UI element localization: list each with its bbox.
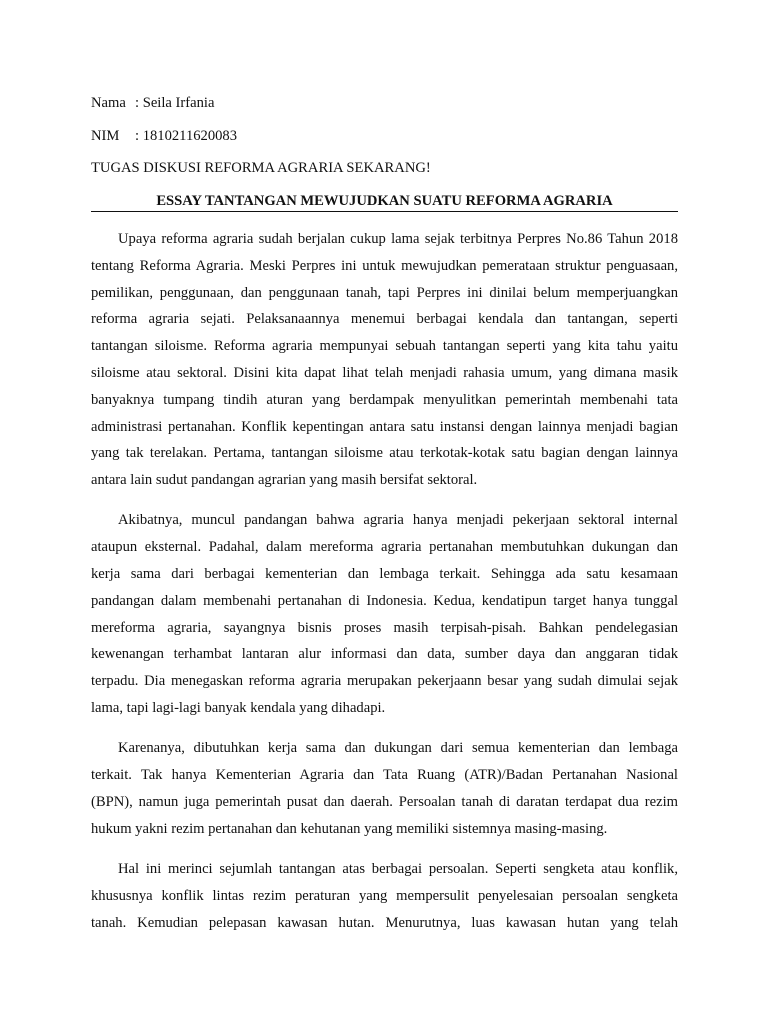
- paragraph-line: pandangan dalam membenahi pertanahan di Indonesia. Kedua, kendatipun target hanya tunggal: [91, 592, 678, 609]
- paragraph-line: pemilikan, penggunaan, dan penggunaan tanah, tapi Perpres ini dinilai belum memperjuangkan: [91, 284, 678, 301]
- paragraph-line: tentang Reforma Agraria. Meski Perpres ini untuk mewujudkan pemerataan struktur penguasaan,: [91, 257, 678, 274]
- paragraph-line: reforma agraria sejati. Pelaksanaannya menemui berbagai kendala dan tantangan, seperti: [91, 311, 678, 328]
- essay-paragraph: [91, 226, 678, 494]
- student-name-line: [91, 94, 214, 112]
- paragraph-line: kerja sama dari berbagai kementerian dan lembaga terkait. Sehingga ada satu kesamaan: [91, 566, 678, 583]
- paragraph-line: kewenangan terhambat lantaran alur informasi dan data, sumber daya dan anggaran tidak: [91, 646, 678, 663]
- essay-paragraph: [91, 735, 678, 842]
- assignment-title: TUGAS DISKUSI REFORMA AGRARIA SEKARANG!: [91, 160, 431, 176]
- paragraph-line: (BPN), namun juga pemerintah pusat dan daerah. Persoalan tanah di daratan terdapat dua rezim: [91, 793, 678, 810]
- essay-body: [91, 226, 678, 950]
- paragraph-line: tantangan siloisme. Reforma agraria mempunyai sebuah tantangan seperti yang kita tahu yaitu: [91, 338, 678, 355]
- paragraph-line: Karenanya, dibutuhkan kerja sama dan dukungan dari semua kementerian dan lembaga: [118, 740, 678, 757]
- paragraph-line: hukum yakni rezim pertanahan dan kehutanan yang memiliki sistemnya masing-masing.: [91, 820, 608, 837]
- essay-paragraph: [91, 856, 678, 936]
- essay-paragraph: [91, 507, 678, 721]
- essay-title: ESSAY TANTANGAN MEWUJUDKAN SUATU REFORMA AGRARIA: [156, 193, 613, 209]
- paragraph-line: terpadu. Dia menegaskan reforma agraria merupakan pekerjaann besar yang sudah dimulai sejak: [91, 673, 678, 690]
- name-label: Nama: [91, 95, 126, 111]
- name-value: : Seila Irfania: [135, 95, 215, 111]
- student-id-line: [91, 127, 237, 145]
- paragraph-line: banyaknya tumpang tindih aturan yang berdampak menyulitkan pemerintah membenahi tata: [91, 391, 678, 408]
- paragraph-line: Hal ini merinci sejumlah tantangan atas berbagai persoalan. Seperti sengketa atau konflik,: [118, 861, 678, 878]
- paragraph-line: siloisme atau sektoral. Disini kita dapat lihat telah menjadi rahasia umum, yang dimana masik: [91, 364, 678, 381]
- paragraph-line: administrasi pertanahan. Konflik kepentingan antara satu instansi dengan lainnya menjadi bagian: [91, 418, 678, 435]
- paragraph-line: terkait. Tak hanya Kementerian Agraria dan Tata Ruang (ATR)/Badan Pertanahan Nasional: [91, 767, 678, 784]
- nim-value: : 1810211620083: [135, 128, 238, 144]
- paragraph-line: ataupun eksternal. Padahal, dalam mereforma agraria pertanahan membutuhkan dukungan dan: [91, 539, 678, 556]
- paragraph-line: khususnya konflik lintas rezim peraturan yang mempersulit penyelesaian persoalan sengketa: [91, 887, 678, 904]
- title-underline: [91, 211, 678, 212]
- paragraph-line: tanah. Kemudian pelepasan kawasan hutan. Menurutnya, luas kawasan hutan yang telah: [91, 914, 678, 931]
- paragraph-line: antara lain sudut pandangan agrarian yang masih bersifat sektoral.: [91, 472, 478, 489]
- paragraph-line: mereforma agraria, sayangnya bisnis proses masih terpisah-pisah. Bahkan pendelegasian: [91, 619, 678, 636]
- paragraph-line: yang tak terelakan. Pertama, tantangan siloisme atau terkotak-kotak satu bagian dengan lainnya: [91, 445, 678, 462]
- nim-label: NIM: [91, 128, 120, 144]
- paragraph-line: Upaya reforma agraria sudah berjalan cukup lama sejak terbitnya Perpres No.86 Tahun 2018: [118, 231, 678, 247]
- paragraph-line: Akibatnya, muncul pandangan bahwa agraria hanya menjadi pekerjaan sektoral internal: [118, 512, 678, 529]
- paragraph-line: lama, tapi lagi-lagi banyak kendala yang dihadapi.: [91, 700, 386, 717]
